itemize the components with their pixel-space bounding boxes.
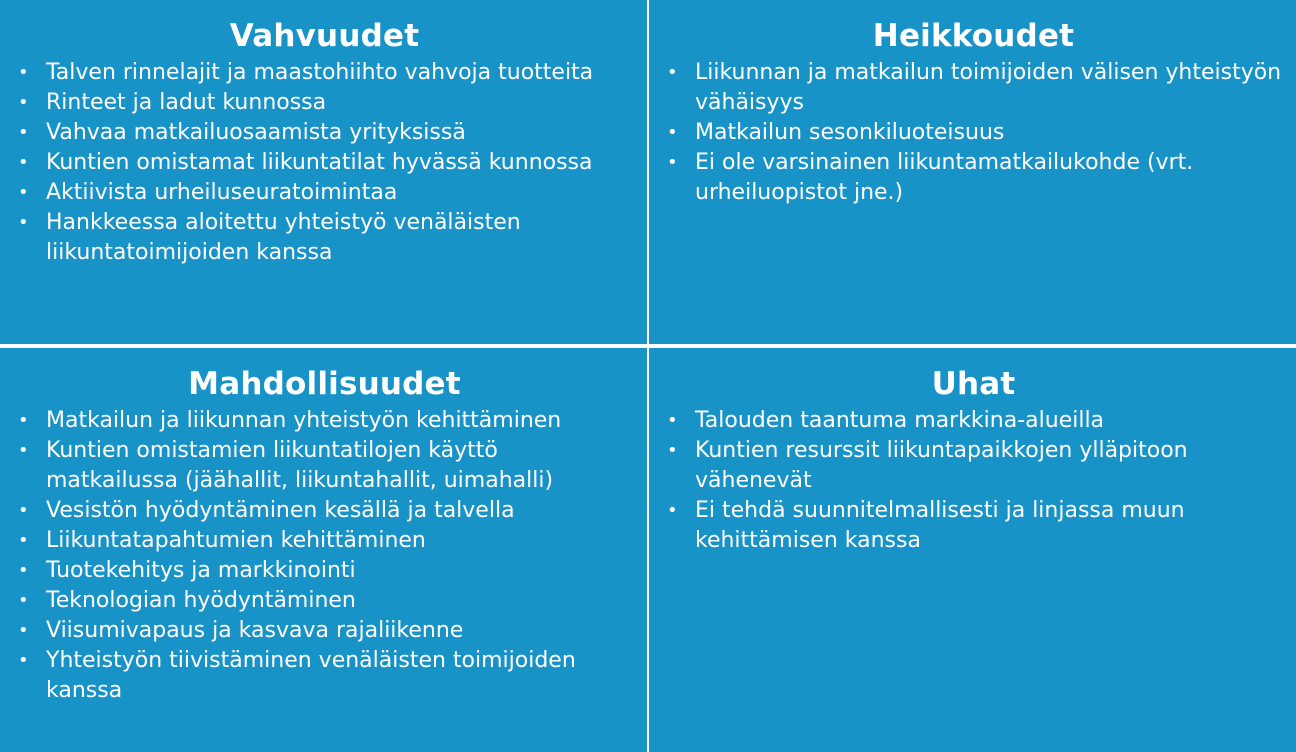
threats-list [665,406,1282,556]
list-item: • Ei tehdä suunnitelmallisesti ja linjassa muun kehittämisen kanssa [665,496,1282,556]
list-item: • Teknologian hyödyntäminen [16,586,633,616]
list-item: • Liikunnan ja matkailun toimijoiden välisen yhteistyön vähäisyys [665,58,1282,118]
list-item: • Kuntien resurssit liikuntapaikkojen ylläpitoon vähenevät [665,436,1282,496]
quadrant-title-threats: Uhat [931,366,1016,402]
quadrant-title-opportunities: Mahdollisuudet [188,366,461,402]
list-item: • Vahvaa matkailuosaamista yrityksissä [16,118,633,148]
list-item: • Ei ole varsinainen liikuntamatkailukohde (vrt. urheiluopistot jne.) [665,148,1282,208]
quadrant-threats [649,348,1296,752]
list-item: • Yhteistyön tiivistäminen venäläisten toimijoiden kanssa [16,646,633,706]
list-item: • Viisumivapaus ja kasvava rajaliikenne [16,616,633,646]
list-item: • Matkailun ja liikunnan yhteistyön kehittäminen [16,406,633,436]
list-item: • Tuotekehitys ja markkinointi [16,556,633,586]
list-item: • Matkailun sesonkiluoteisuus [665,118,1282,148]
list-item: • Talven rinnelajit ja maastohiihto vahvoja tuotteita [16,58,633,88]
quadrant-strengths [0,0,647,344]
list-item: • Hankkeessa aloitettu yhteistyö venäläisten liikuntatoimijoiden kanssa [16,208,633,268]
quadrant-title-weaknesses: Heikkoudet [872,18,1075,54]
strengths-list [16,58,633,268]
quadrant-opportunities [0,348,647,752]
list-item: • Kuntien omistamien liikuntatilojen käyttö matkailussa (jäähallit, liikuntahallit, uimahalli) [16,436,633,496]
list-item: • Kuntien omistamat liikuntatilat hyvässä kunnossa [16,148,633,178]
list-item: • Vesistön hyödyntäminen kesällä ja talvella [16,496,633,526]
quadrant-title-strengths: Vahvuudet [229,18,420,54]
quadrant-weaknesses [649,0,1296,344]
opportunities-list [16,406,633,706]
list-item: • Liikuntatapahtumien kehittäminen [16,526,633,556]
list-item: • Talouden taantuma markkina-alueilla [665,406,1282,436]
list-item: • Rinteet ja ladut kunnossa [16,88,633,118]
weaknesses-list [665,58,1282,208]
list-item: • Aktiivista urheiluseuratoimintaa [16,178,633,208]
